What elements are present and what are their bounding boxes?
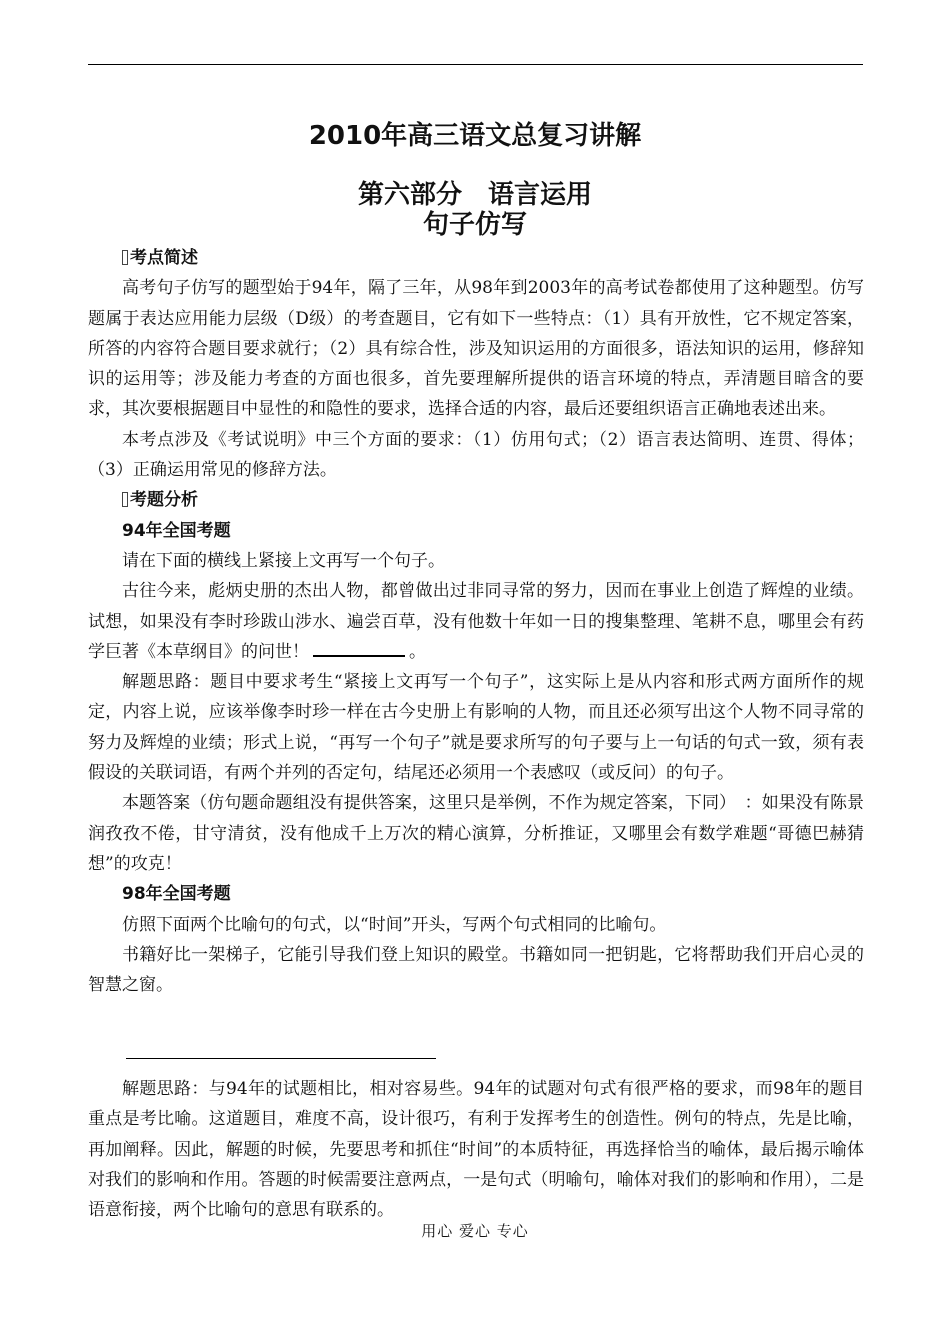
document-title: 2010年高三语文总复习讲解 [308, 121, 642, 151]
part-title: 第六部分 语言运用 [357, 180, 592, 210]
analysis-heading: 考题分析 [88, 485, 864, 515]
overview-paragraph-1: 高考句子仿写的题型始于94年，隔了三年，从98年到2003年的高考试卷都使用了这种题型。仿写题属于表达应用能力层级（D级）的考查题目，它有如下一些特点：（1）具有开放性，它不规定答案，所答的内容符合题目要求就行；（2）具有综合性，涉及知识运用的方面很多，语法知识的运用，修辞知识的运用等；涉及能力考查的方面也很多，首先要理解所提供的语言环境的特点，弄清题目暗含的要求，其次要根据题目中显性的和隐性的要求，选择合适的内容，最后还要组织语言正确地表述出来。 [88, 278, 864, 420]
q94-heading: 94年全国考题 [122, 520, 231, 541]
q98-analysis: 解题思路：与94年的试题相比，相对容易些。94年的试题对句式有很严格的要求，而98年的题目重点是考比喻。这道题目，难度不高，设计很巧，有利于发挥考生的创造性。例句的特点，先是比喻，再加阐释。因此，解题的时候，先要思考和抓住“时间”的本质特征，再选择恰当的喻体，最后揭示喻体对我们的影响和作用。答题的时候需要注意两点，一是句式（明喻句，喻体对我们的影响和作用），二是语意衔接，两个比喻句的意思有联系的。 [88, 1079, 864, 1221]
q98-text: 书籍好比一架梯子，它能引导我们登上知识的殿堂。书籍如同一把钥匙，它将帮助我们开启心灵的智慧之窗。 [88, 944, 864, 996]
overview-paragraph-2: 本考点涉及《考试说明》中三个方面的要求：（1）仿用句式；（2）语言表达简明、连贯、得体；（3）正确运用常见的修辞方法。 [88, 429, 864, 481]
q98-heading: 98年全国考题 [122, 884, 231, 905]
q94-answer: 本题答案（仿句题命题组没有提供答案，这里只是举例，不作为规定答案，下同） ：如果没有陈景润孜孜不倦，甘守清贫，没有他成千上万次的精心演算，分析推证，又哪里会有数学难题“哥德巴赫猜想”的攻克！ [88, 793, 864, 874]
page-footer: 用心 爱心 专心 [421, 1222, 529, 1240]
q94-prompt: 请在下面的横线上紧接上文再写一个句子。 [122, 550, 445, 571]
bullet-box-icon [122, 250, 128, 265]
bullet-box-icon [122, 492, 128, 507]
header-rule [88, 64, 863, 65]
answer-blank [313, 641, 405, 657]
page-break-rule [126, 1058, 436, 1059]
main-body [88, 243, 864, 1000]
q94-text: 古往今来，彪炳史册的杰出人物，都曾做出过非同寻常的努力，因而在事业上创造了辉煌的业绩。试想，如果没有李时珍跋山涉水、遍尝百草，没有他数十年如一日的搜集整理、笔耕不息，哪里会有药学巨著《本草纲目》的问世！ 。 [88, 581, 864, 662]
section-subtitle: 句子仿写 [422, 210, 527, 240]
q98-prompt: 仿照下面两个比喻句的句式，以“时间”开头，写两个句式相同的比喻句。 [122, 914, 667, 935]
q94-analysis: 解题思路：题目中要求考生“紧接上文再写一个句子”，这实际上是从内容和形式两方面所作的规定，内容上说，应该举像李时珍一样在古今史册上有影响的人物，而且还必须写出这个人物不同寻常的努力及辉煌的业绩；形式上说，“再写一个句子”就是要求所写的句子要与上一句话的句式一致，须有表假设的关联词语，有两个并列的否定句，结尾还必须用一个表感叹（或反问）的句子。 [88, 672, 864, 784]
continued-body [88, 1074, 864, 1225]
overview-heading: 考点简述 [88, 243, 864, 273]
